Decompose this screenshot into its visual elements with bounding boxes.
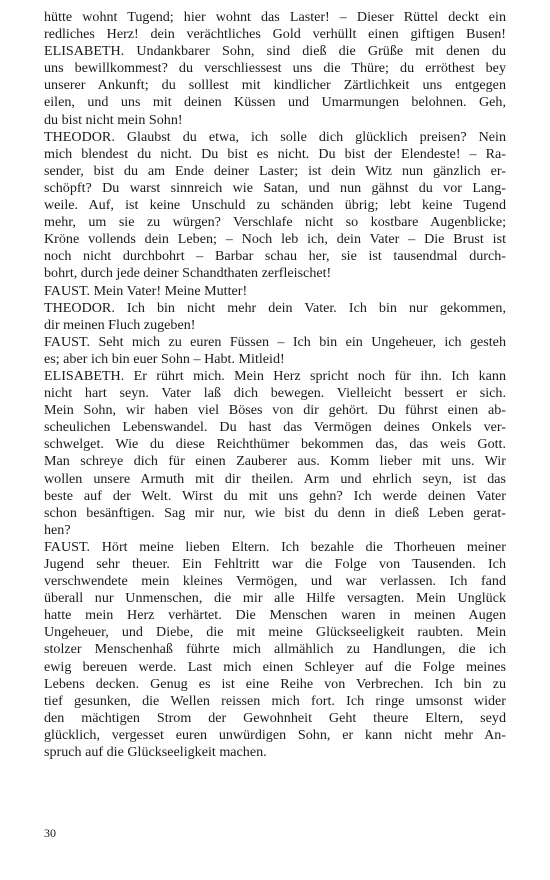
text-line: ewig bereuen werde. Last mich einen Schleyer auf die Folge meines — [44, 658, 506, 675]
text-line: redliches Herz! dein verächtliches Gold verhüllt einen giftigen Busen! — [44, 26, 506, 43]
text-line: schöpft? Du warst sinnreich wie Satan, und nun gähnst du vor Lang- — [44, 179, 506, 196]
text-line: unserer Ankunft; du solllest mit kindlicher Zärtlichkeit uns entgegen — [44, 77, 506, 94]
text-line: schwelget. Wie du diese Reichthümer bekommen das, das weis Gott. — [44, 436, 506, 453]
text-line: eilen, und uns mit deinen Küssen und Umarmungen belohnen. Geh, — [44, 94, 506, 111]
text-line: beste auf der Welt. Wirst du mit uns gehn? Ich werde deinen Vater — [44, 487, 506, 504]
text-line: du bist nicht mein Sohn! — [44, 111, 183, 128]
text-line: stolzer Menschenhaß führte mich allmählich zu Handlungen, die ich — [44, 641, 506, 658]
text-line: FAUST. Seht mich zu euren Füssen – Ich bin ein Ungeheuer, ich gesteh — [44, 333, 506, 350]
text-line: ELISABETH. Undankbarer Sohn, sind dieß die Grüße mit denen du — [44, 43, 506, 60]
text-line: noch nicht durchbohrt – Barbar schau her, sie ist tausendmal durch- — [44, 248, 506, 265]
text-line: es; aber ich bin euer Sohn – Habt. Mitleid! — [44, 350, 285, 367]
text-line: ELISABETH. Er rührt mich. Mein Herz spricht noch für ihn. Ich kann — [44, 367, 506, 384]
text-line: Lebens decken. Genug es ist eine Reihe von Verbrechen. Ich bin zu — [44, 675, 506, 692]
text-line: THEODOR. Glaubst du etwa, ich solle dich glücklich preisen? Nein — [44, 128, 506, 145]
text-line: mehr, um sie zu würgen? Verschlafe nicht so kostbare Augenblicke; — [44, 214, 506, 231]
text-line: tief gesunken, die Wellen reissen mich fort. Ich ringe umsonst wider — [44, 692, 506, 709]
text-line: Ungeheuer, und Diebe, die mit meine Glückseeligkeit raubten. Mein — [44, 624, 506, 641]
text-line: glücklich, vergesset euren unwürdigen Sohn, er kann nicht mehr An- — [44, 726, 506, 743]
page-number: 30 — [44, 826, 56, 840]
text-line: scheulichen Lebenswandel. Du hast das Vermögen deines Onkels ver- — [44, 419, 506, 436]
text-line: hatte mein Herz verhärtet. Die Menschen waren in meinen Augen — [44, 607, 506, 624]
text-line: dir meinen Fluch zugeben! — [44, 316, 196, 333]
page-text — [44, 9, 506, 761]
text-line: bohrt, durch jede deiner Schandthaten zerfleischet! — [44, 265, 332, 282]
text-line: Mein Sohn, wir haben viel Böses von dir gehört. Du führst einen ab- — [44, 402, 506, 419]
text-line: hütte wohnt Tugend; hier wohnt das Laster! – Dieser Rüttel deckt ein — [44, 9, 506, 25]
text-line: uns bewillkommest? du verschliessest uns die Thüre; du erröthest bey — [44, 60, 506, 77]
text-line: wollen unsere Armuth mit dir theilen. Arm und ehrlich seyn, ist das — [44, 470, 506, 487]
text-line: mich blendest du nicht. Du bist es nicht. Du bist der Elendeste! – Ra- — [44, 145, 506, 162]
text-line: verschwendete mein kleines Vermögen, und war verlassen. Ich fand — [44, 573, 506, 590]
text-line: überall nur Unmenschen, die mir alle Hilfe versagten. Mein Unglück — [44, 590, 506, 607]
text-line: nicht hart seyn. Vater laß dich bewegen. Vielleicht bessert er sich. — [44, 385, 506, 402]
text-line: hen? — [44, 521, 71, 538]
text-line: THEODOR. Ich bin nicht mehr dein Vater. Ich bin nur gekommen, — [44, 299, 506, 316]
text-line: Kröne vollends dein Leben; – Noch leb ich, dein Vater – Die Brust ist — [44, 231, 506, 248]
text-line: sender, bist du am Ende deiner Laster; ist dein Witz nun gänzlich er- — [44, 162, 506, 179]
text-line: weile. Auf, ist keine Unschuld zu schänden übrig; lebt keine Tugend — [44, 197, 506, 214]
text-line: Man schreye dich für einen Zauberer aus. Komm lieber mit uns. Wir — [44, 453, 506, 470]
text-line: spruch auf die Glückseeligkeit machen. — [44, 744, 267, 761]
text-line: Jugend sehr theuer. Ein Fehltritt war die Folge von Tausenden. Ich — [44, 556, 506, 572]
text-line: den mächtigen Strom der Gewohnheit Geht theure Eltern, seyd — [44, 709, 506, 726]
text-line: FAUST. Mein Vater! Meine Mutter! — [44, 282, 248, 299]
text-line: schon besänftigen. Sag mir nur, wie bist du denn in dieß Leben gerat- — [44, 504, 506, 521]
text-line: FAUST. Hört meine lieben Eltern. Ich bezahle die Thorheuen meiner — [44, 538, 506, 555]
